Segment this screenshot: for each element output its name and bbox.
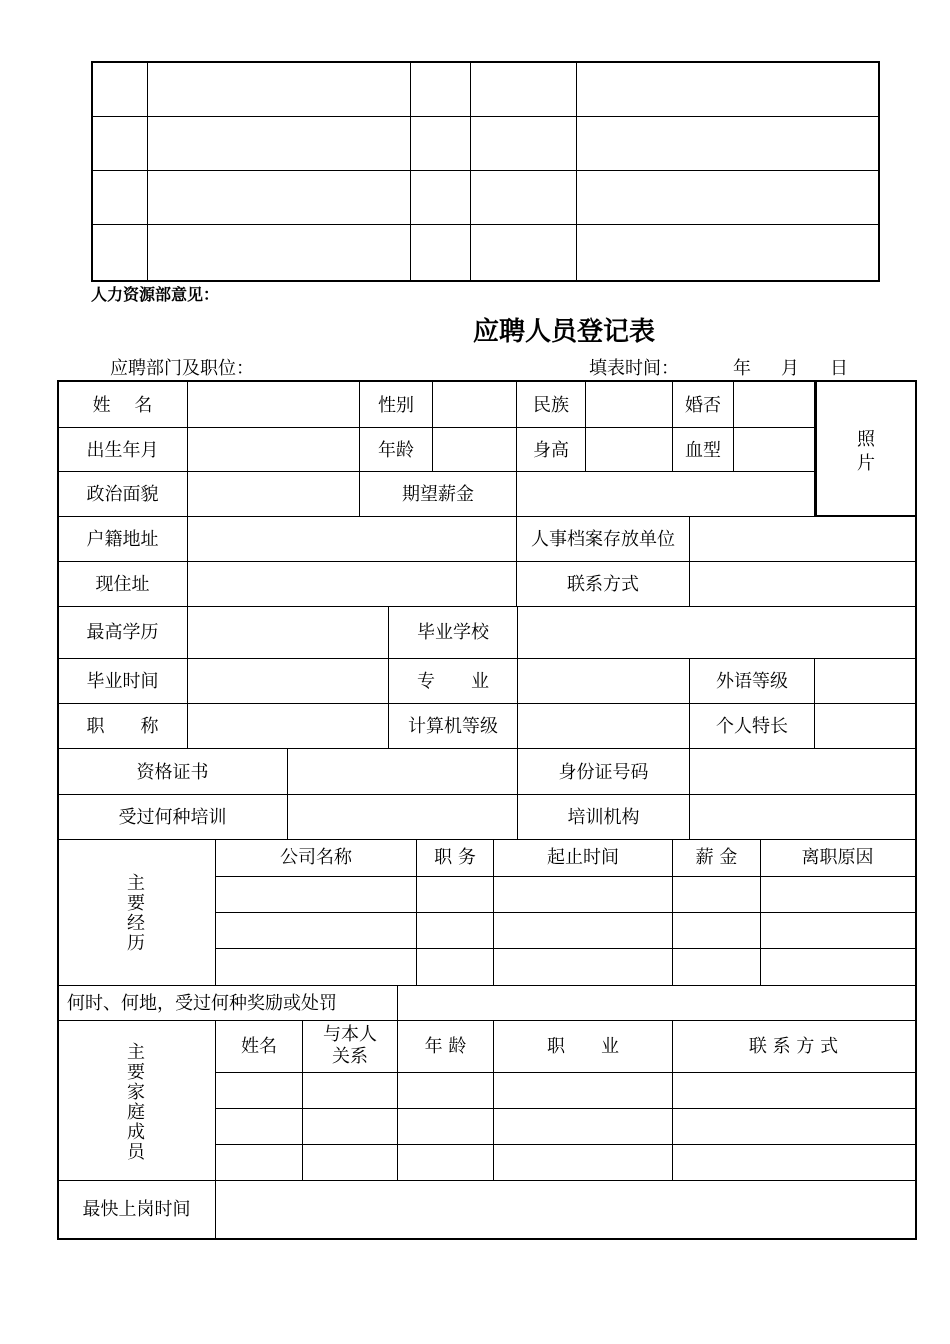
top-col-line xyxy=(470,61,471,280)
col-line xyxy=(585,380,586,471)
ethnicity-field[interactable] xyxy=(587,382,671,426)
experience-side-char: 主 xyxy=(127,873,145,894)
row-line xyxy=(57,1180,915,1181)
label-id-number: 身份证号码 xyxy=(558,762,649,783)
family-header-relation-2: 关系 xyxy=(332,1046,368,1067)
row-line xyxy=(57,703,915,704)
gender-field[interactable] xyxy=(434,382,515,426)
experience-row[interactable] xyxy=(217,878,913,911)
household-addr-field[interactable] xyxy=(189,518,515,560)
age-field[interactable] xyxy=(434,429,515,470)
top-table-cell[interactable] xyxy=(149,63,408,115)
label-computer: 计算机等级 xyxy=(408,716,498,737)
row-line xyxy=(215,948,915,949)
current-addr-field[interactable] xyxy=(189,563,515,605)
col-line xyxy=(689,516,690,606)
label-major: 专 业 xyxy=(417,671,489,692)
form-title: 应聘人员登记表 xyxy=(472,317,655,347)
label-ethnicity: 民族 xyxy=(533,395,569,416)
label-contact: 联系方式 xyxy=(567,574,639,595)
col-line xyxy=(187,606,188,748)
row-line xyxy=(57,1020,915,1021)
specialty-field[interactable] xyxy=(816,705,913,747)
col-line xyxy=(814,658,815,748)
family-side-char: 员 xyxy=(127,1142,145,1163)
top-row-line xyxy=(91,116,879,117)
row-line xyxy=(57,748,915,749)
political-field[interactable] xyxy=(189,473,358,515)
label-gender: 性别 xyxy=(378,395,414,416)
label-earliest-start: 最快上岗时间 xyxy=(82,1199,191,1220)
label-grad-time: 毕业时间 xyxy=(86,671,159,692)
top-col-line xyxy=(147,61,148,280)
experience-row[interactable] xyxy=(217,914,913,947)
marital-field[interactable] xyxy=(735,382,813,426)
row-line xyxy=(57,985,915,986)
col-line xyxy=(517,606,518,748)
earliest-start-field[interactable] xyxy=(217,1182,913,1236)
year-label: 年 xyxy=(733,358,751,379)
row-line xyxy=(57,839,915,840)
label-specialty: 个人特长 xyxy=(716,716,788,737)
row-line xyxy=(57,794,915,795)
certificate-field[interactable] xyxy=(289,750,516,793)
family-row[interactable] xyxy=(217,1074,913,1107)
family-header-age: 年 龄 xyxy=(424,1036,467,1057)
top-col-line xyxy=(410,61,411,280)
label-education: 最高学历 xyxy=(86,622,159,643)
label-archive-unit: 人事档案存放单位 xyxy=(531,529,675,550)
row-line xyxy=(57,658,915,659)
archive-unit-field[interactable] xyxy=(691,518,913,560)
experience-side-char: 经 xyxy=(127,913,145,934)
row-line xyxy=(215,912,915,913)
family-row[interactable] xyxy=(217,1146,913,1179)
height-field[interactable] xyxy=(587,429,671,470)
label-name: 姓 名 xyxy=(92,395,153,416)
row-line xyxy=(215,1144,915,1145)
label-current-addr: 现住址 xyxy=(95,574,150,595)
exp-header-salary: 薪 金 xyxy=(695,847,738,868)
family-side-char: 庭 xyxy=(127,1102,145,1123)
family-side-char: 家 xyxy=(127,1082,145,1103)
exp-header-period: 起止时间 xyxy=(547,847,619,868)
label-photo-1: 照 xyxy=(857,429,875,450)
label-birth: 出生年月 xyxy=(86,440,159,461)
family-header-relation xyxy=(303,1024,397,1068)
dept-position-label: 应聘部门及职位： xyxy=(110,358,254,379)
top-row-line xyxy=(91,170,879,171)
major-field[interactable] xyxy=(519,660,688,702)
name-field[interactable] xyxy=(189,382,358,426)
blood-field[interactable] xyxy=(735,429,813,470)
row-line xyxy=(215,876,915,877)
education-field[interactable] xyxy=(189,608,387,657)
dept-position-field[interactable] xyxy=(258,356,558,380)
exp-header-reason: 离职原因 xyxy=(801,847,874,868)
label-training: 受过何种培训 xyxy=(118,807,227,828)
family-header-occupation: 职 业 xyxy=(547,1036,619,1057)
label-blood: 血型 xyxy=(685,440,721,461)
label-photo-2: 片 xyxy=(857,453,875,474)
foreign-lang-field[interactable] xyxy=(816,660,913,702)
awards-field[interactable] xyxy=(399,987,913,1019)
col-line xyxy=(215,1180,216,1238)
experience-side-char: 历 xyxy=(127,933,145,954)
label-marital: 婚否 xyxy=(685,395,721,416)
label-certificate: 资格证书 xyxy=(136,762,209,783)
row-line xyxy=(215,1072,915,1073)
birth-field[interactable] xyxy=(189,429,358,470)
family-side-char: 成 xyxy=(127,1122,145,1143)
label-training-org: 培训机构 xyxy=(567,807,640,828)
col-line xyxy=(689,748,690,839)
top-row-line xyxy=(91,224,879,225)
label-school: 毕业学校 xyxy=(417,622,489,643)
col-line xyxy=(397,985,398,1020)
training-org-field[interactable] xyxy=(691,796,913,838)
family-header-relation-1: 与本人 xyxy=(323,1024,377,1045)
family-header-contact: 联 系 方 式 xyxy=(748,1036,839,1057)
label-height: 身高 xyxy=(533,440,569,461)
label-photo xyxy=(817,428,915,476)
fill-date-label: 填表时间： xyxy=(589,358,679,379)
training-field[interactable] xyxy=(289,796,516,838)
row-line xyxy=(57,471,815,472)
col-line xyxy=(733,380,734,471)
day-label: 日 xyxy=(830,358,848,379)
col-line xyxy=(432,380,433,471)
label-foreign-lang: 外语等级 xyxy=(716,671,788,692)
family-side-char: 要 xyxy=(127,1062,145,1083)
exp-header-position: 职 务 xyxy=(434,847,476,868)
exp-header-company: 公司名称 xyxy=(280,847,352,868)
grad-time-field[interactable] xyxy=(189,660,387,702)
col-line xyxy=(287,748,288,839)
label-household-addr: 户籍地址 xyxy=(86,529,159,550)
col-line xyxy=(187,380,188,606)
family-side-char: 主 xyxy=(127,1042,145,1063)
label-title: 职 称 xyxy=(86,716,159,737)
experience-side-char: 要 xyxy=(127,893,145,914)
experience-row[interactable] xyxy=(217,950,913,984)
fill-date-field[interactable] xyxy=(680,356,850,380)
month-label: 月 xyxy=(781,358,799,379)
top-col-line xyxy=(576,61,577,280)
contact-field[interactable] xyxy=(691,563,913,605)
row-line xyxy=(57,561,915,562)
row-line xyxy=(57,427,815,428)
label-expected-salary: 期望薪金 xyxy=(402,484,474,505)
row-line xyxy=(57,516,915,517)
row-line xyxy=(215,1108,915,1109)
computer-field[interactable] xyxy=(519,705,688,747)
family-header-name: 姓名 xyxy=(241,1036,277,1057)
label-awards: 何时、何地，受过何种奖励或处罚 xyxy=(67,993,337,1014)
id-number-field[interactable] xyxy=(691,750,913,793)
hr-opinion-label: 人力资源部意见： xyxy=(91,285,220,304)
school-field[interactable] xyxy=(519,608,913,657)
row-line xyxy=(57,606,915,607)
top-table-cell[interactable] xyxy=(578,63,875,115)
label-age: 年龄 xyxy=(378,440,414,461)
title-field[interactable] xyxy=(189,705,387,747)
family-row[interactable] xyxy=(217,1110,913,1143)
label-political: 政治面貌 xyxy=(86,484,159,505)
expected-salary-field[interactable] xyxy=(518,473,813,515)
